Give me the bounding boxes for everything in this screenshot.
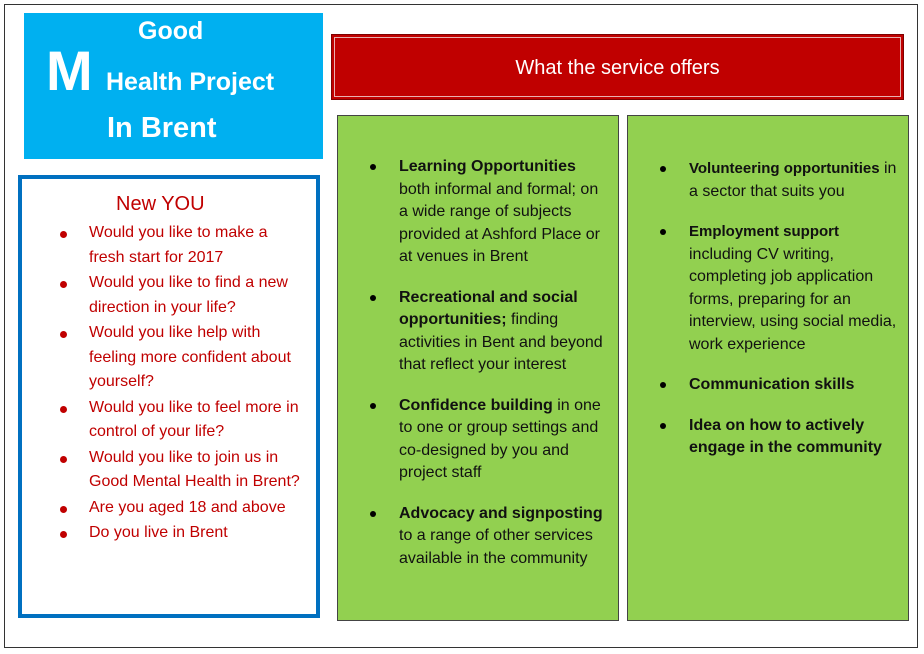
- list-item-text: Do you live in Brent: [89, 524, 228, 541]
- service-heading: Volunteering opportunities: [689, 160, 880, 177]
- bullet-icon: [660, 382, 666, 388]
- bullet-icon: [60, 506, 67, 513]
- list-item: [370, 156, 610, 269]
- list-item-text: Would you like help with feeling more confident about yourself?: [89, 324, 291, 390]
- list-item: [660, 221, 900, 356]
- service-heading: Learning Opportunities: [399, 158, 576, 175]
- logo-in-brent: In Brent: [107, 112, 217, 144]
- service-description: to a range of other services available in the community: [399, 527, 593, 567]
- bullet-icon: [660, 166, 666, 172]
- bullet-icon: [60, 531, 67, 538]
- logo-letter-m: M: [46, 39, 93, 102]
- bullet-icon: [370, 295, 376, 301]
- list-item: [56, 521, 306, 546]
- bullet-icon: [60, 331, 67, 338]
- bullet-icon: [60, 281, 67, 288]
- services-column-1: [337, 115, 619, 621]
- list-item: [370, 503, 610, 571]
- services-list-1: [370, 156, 610, 588]
- new-you-list: [56, 221, 306, 547]
- list-item-text: Would you like to join us in Good Mental Health in Brent?: [89, 448, 300, 490]
- services-column-2: [627, 115, 909, 621]
- service-heading: Communication skills: [689, 376, 855, 393]
- list-item: [56, 496, 306, 521]
- bullet-icon: [60, 231, 67, 238]
- service-description: including CV writing, completing job application forms, preparing for an interview, using social media, work experience: [689, 245, 897, 353]
- service-heading: Confidence building: [399, 396, 553, 414]
- list-item: [370, 287, 610, 377]
- bullet-icon: [60, 406, 67, 413]
- bullet-icon: [660, 229, 666, 235]
- list-item: [370, 395, 610, 485]
- service-description: both informal and formal; on a wide range of subjects provided at Ashford Place or at venues in Brent: [399, 180, 601, 265]
- logo-box: [24, 13, 323, 159]
- new-you-title: New YOU: [116, 193, 205, 215]
- list-item: [56, 321, 306, 395]
- logo-health-project: Health Project: [106, 68, 275, 96]
- list-item-text: Are you aged 18 and above: [89, 498, 286, 516]
- service-description: in a sector that suits you: [689, 160, 897, 200]
- list-item-text: Would you like to feel more in control of your life?: [89, 398, 299, 440]
- service-description: finding activities in Bent and beyond that reflect your interest: [399, 311, 603, 373]
- bullet-icon: [370, 511, 376, 517]
- list-item: [660, 374, 900, 397]
- list-item: [56, 271, 306, 320]
- bullet-icon: [60, 456, 67, 463]
- list-item: [56, 396, 306, 445]
- service-header: What the service offers: [331, 34, 904, 100]
- bullet-icon: [660, 423, 666, 429]
- list-item-text: Would you like to find a new direction in your life?: [89, 274, 288, 316]
- services-list-2: [660, 158, 900, 478]
- service-heading: Employment support: [689, 223, 840, 240]
- service-description: in one to one or group settings and co-designed by you and project staff: [399, 396, 601, 481]
- service-heading: Advocacy and signposting: [399, 504, 603, 522]
- logo-good: Good: [138, 17, 204, 45]
- list-item: [56, 446, 306, 495]
- list-item-text: Would you like to make a fresh start for 2017: [89, 224, 268, 266]
- list-item: [660, 415, 900, 460]
- new-you-box: [18, 175, 320, 618]
- list-item: [56, 221, 306, 270]
- service-heading: Recreational and social opportunities;: [399, 288, 578, 328]
- bullet-icon: [370, 403, 376, 409]
- list-item: [660, 158, 900, 203]
- bullet-icon: [370, 164, 376, 170]
- service-heading: Idea on how to actively engage in the community: [689, 416, 882, 456]
